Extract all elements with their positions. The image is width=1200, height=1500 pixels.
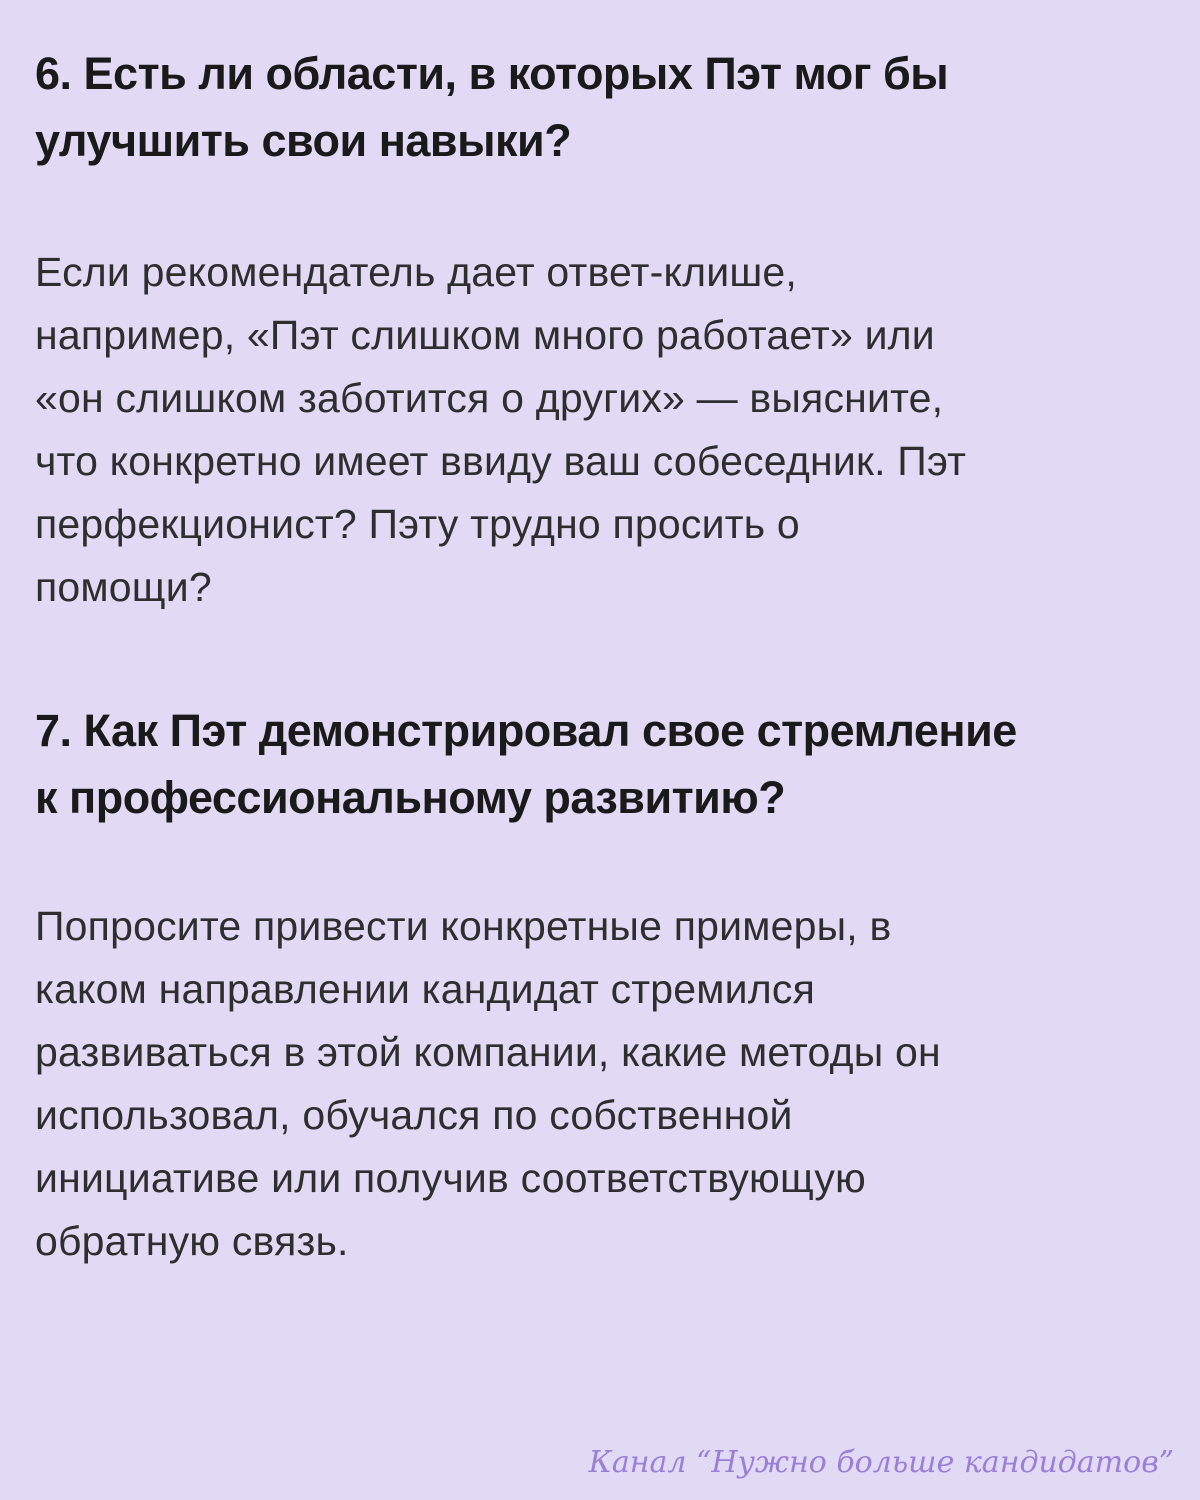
section-7-heading xyxy=(35,697,1017,831)
section-7-paragraph xyxy=(35,895,941,1273)
paragraph-line: Попросите привести конкретные примеры, в xyxy=(35,903,892,949)
paragraph-line: перфекционист? Пэту трудно просить о xyxy=(35,501,800,547)
heading-line: улучшить свои навыки? xyxy=(35,115,572,166)
paragraph-line: инициативе или получив соответствующую xyxy=(35,1155,866,1201)
heading-line: 7. Как Пэт демонстрировал свое стремление xyxy=(35,705,1017,756)
section-6-paragraph xyxy=(35,241,966,619)
paragraph-line: использовал, обучался по собственной xyxy=(35,1092,793,1138)
heading-line: 6. Есть ли области, в которых Пэт мог бы xyxy=(35,48,949,99)
paragraph-line: например, «Пэт слишком много работает» или xyxy=(35,312,935,358)
paragraph-line: помощи? xyxy=(35,564,212,610)
paragraph-line: Если рекомендатель дает ответ-клише, xyxy=(35,249,798,295)
paragraph-line: развиваться в этой компании, какие методы он xyxy=(35,1029,941,1075)
paragraph-line: что конкретно имеет ввиду ваш собеседник. Пэт xyxy=(35,438,967,484)
paragraph-line: «он слишком заботится о других» — выясните, xyxy=(35,375,944,421)
section-6-heading xyxy=(35,40,948,174)
paragraph-line: обратную связь. xyxy=(35,1218,349,1264)
channel-credit: Канал “Нужно больше кандидатов” xyxy=(588,1445,1174,1480)
paragraph-line: каком направлении кандидат стремился xyxy=(35,966,815,1012)
heading-line: к профессиональному развитию? xyxy=(35,772,786,823)
